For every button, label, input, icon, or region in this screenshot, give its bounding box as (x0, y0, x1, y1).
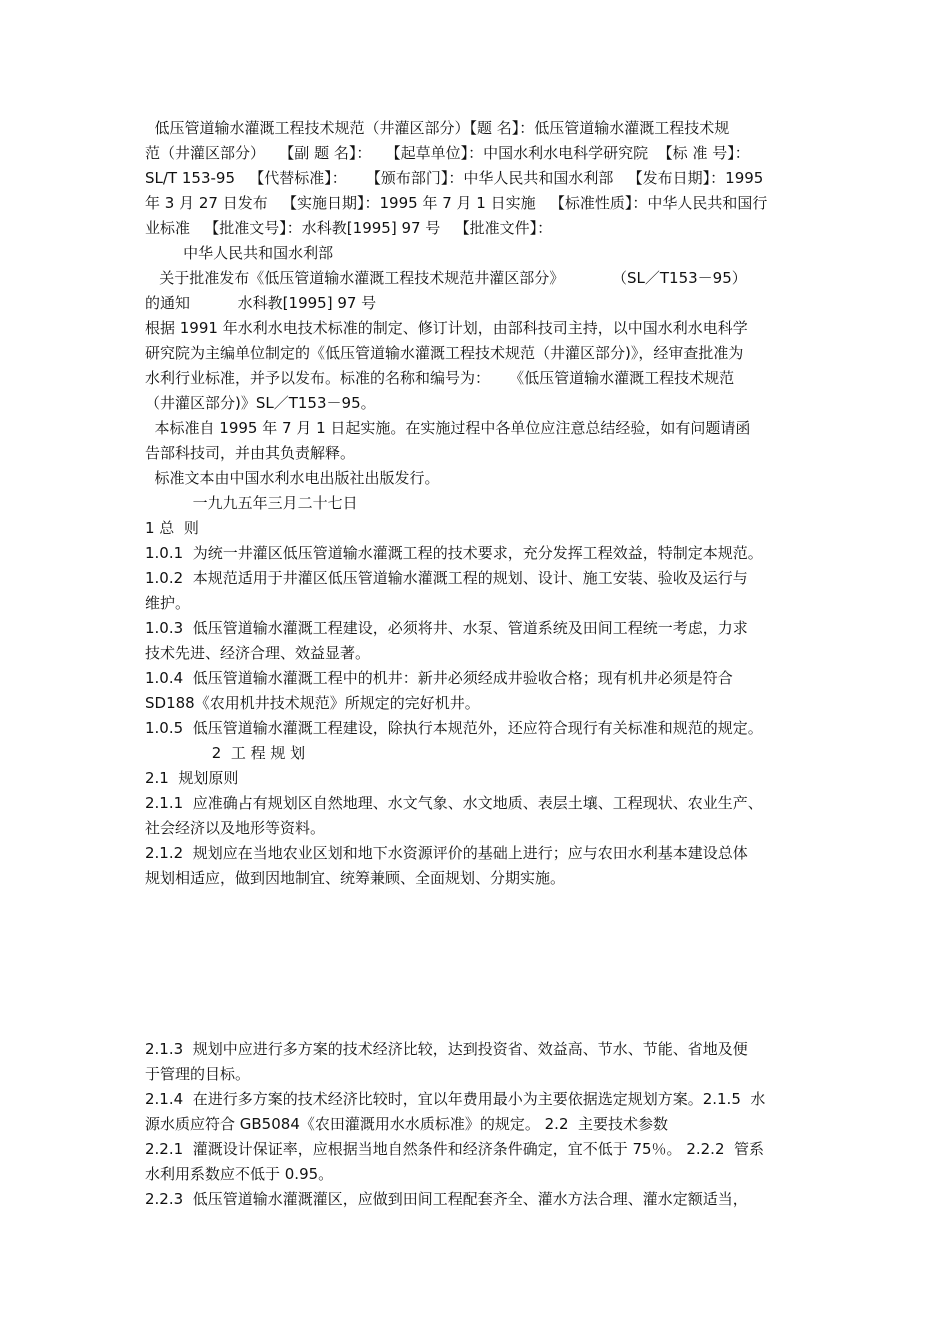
text-line: 水利行业标准，并予以发布。标准的名称和编号为： 《低压管道输水灌溉工程技术规范 (145, 369, 735, 387)
text-line: SD188《农用机井技术规范》所规定的完好机井。 (145, 694, 480, 712)
text-line: 1.0.4 低压管道输水灌溉工程中的机井：新井必须经成井验收合格；现有机井必须是符合 (145, 669, 733, 687)
text-line: 中华人民共和国水利部 (145, 244, 334, 262)
text-line: 技术先进、经济合理、效益显著。 (145, 644, 371, 662)
text-line: 2.1.2 规划应在当地农业区划和地下水资源评价的基础上进行；应与农田水利基本建设总体 (145, 844, 748, 862)
text-line: 本标准自 1995 年 7 月 1 日起实施。在实施过程中各单位应注意总结经验，如有问题请函 (145, 419, 751, 437)
document-body-bottom (145, 1037, 809, 1212)
text-line: 1.0.2 本规范适用于井灌区低压管道输水灌溉工程的规划、设计、施工安装、验收及运行与 (145, 569, 748, 587)
text-line: 1 总 则 (145, 519, 199, 537)
document-body-top (145, 116, 809, 891)
text-line: 1.0.1 为统一井灌区低压管道输水灌溉工程的技术要求，充分发挥工程效益，特制定本规范。 (145, 544, 763, 562)
text-line: 标准文本由中国水利水电出版社出版发行。 (145, 469, 440, 487)
text-line: 规划相适应，做到因地制宜、统筹兼顾、全面规划、分期实施。 (145, 869, 566, 887)
text-line: 业标准 【批准文号】：水科教[1995] 97 号 【批准文件】： (145, 219, 553, 237)
text-line: 告部科技司，并由其负责解释。 (145, 444, 356, 462)
text-line: 2.1.4 在进行多方案的技术经济比较时，宜以年费用最小为主要依据选定规划方案。2.1.5 水 (145, 1090, 766, 1108)
text-line: 2 工 程 规 划 (145, 744, 306, 762)
text-line: 的通知 水科教[1995] 97 号 (145, 294, 377, 312)
text-line: 源水质应符合 GB5084《农田灌溉用水水质标准》的规定。 2.2 主要技术参数 (145, 1115, 669, 1133)
text-line: 2.1.3 规划中应进行多方案的技术经济比较，达到投资省、效益高、节水、节能、省地及便 (145, 1040, 748, 1058)
text-line: 1.0.5 低压管道输水灌溉工程建设，除执行本规范外，还应符合现行有关标准和规范的规定。 (145, 719, 763, 737)
text-line: 范（井灌区部分） 【副 题 名】： 【起草单位】：中国水利水电科学研究院 【标 准 号】： (145, 144, 750, 162)
text-line: 关于批准发布《低压管道输水灌溉工程技术规范井灌区部分》 （SL／T153－95） (145, 269, 747, 287)
text-line: （井灌区部分)》SL／T153－95。 (145, 394, 376, 412)
text-line: 维护。 (145, 594, 191, 612)
text-line: 研究院为主编单位制定的《低压管道输水灌溉工程技术规范（井灌区部分)》，经审查批准为 (145, 344, 744, 362)
text-line: SL/T 153-95 【代替标准】： 【颁布部门】：中华人民共和国水利部 【发布日期】：1995 (145, 169, 764, 187)
text-line: 社会经济以及地形等资料。 (145, 819, 326, 837)
text-line: 水利用系数应不低于 0.95。 (145, 1165, 334, 1183)
text-line: 一九九五年三月二十七日 (145, 494, 358, 512)
text-line: 2.1 规划原则 (145, 769, 239, 787)
text-line: 1.0.3 低压管道输水灌溉工程建设，必须将井、水泵、管道系统及田间工程统一考虑，力求 (145, 619, 748, 637)
text-line: 低压管道输水灌溉工程技术规范（井灌区部分）【题 名】：低压管道输水灌溉工程技术规 (145, 119, 730, 137)
text-line: 2.2.3 低压管道输水灌溉灌区，应做到田间工程配套齐全、灌水方法合理、灌水定额适当， (145, 1190, 748, 1208)
text-line: 年 3 月 27 日发布 【实施日期】：1995 年 7 月 1 日实施 【标准性质】：中华人民共和国行 (145, 194, 768, 212)
text-line: 2.2.1 灌溉设计保证率，应根据当地自然条件和经济条件确定，宜不低于 75％。 2.2.2 管系 (145, 1140, 765, 1158)
text-line: 根据 1991 年水利水电技术标准的制定、修订计划，由部科技司主持，以中国水利水电科学 (145, 319, 748, 337)
text-line: 于管理的目标。 (145, 1065, 251, 1083)
text-line: 2.1.1 应准确占有规划区自然地理、水文气象、水文地质、表层土壤、工程现状、农业生产、 (145, 794, 763, 812)
